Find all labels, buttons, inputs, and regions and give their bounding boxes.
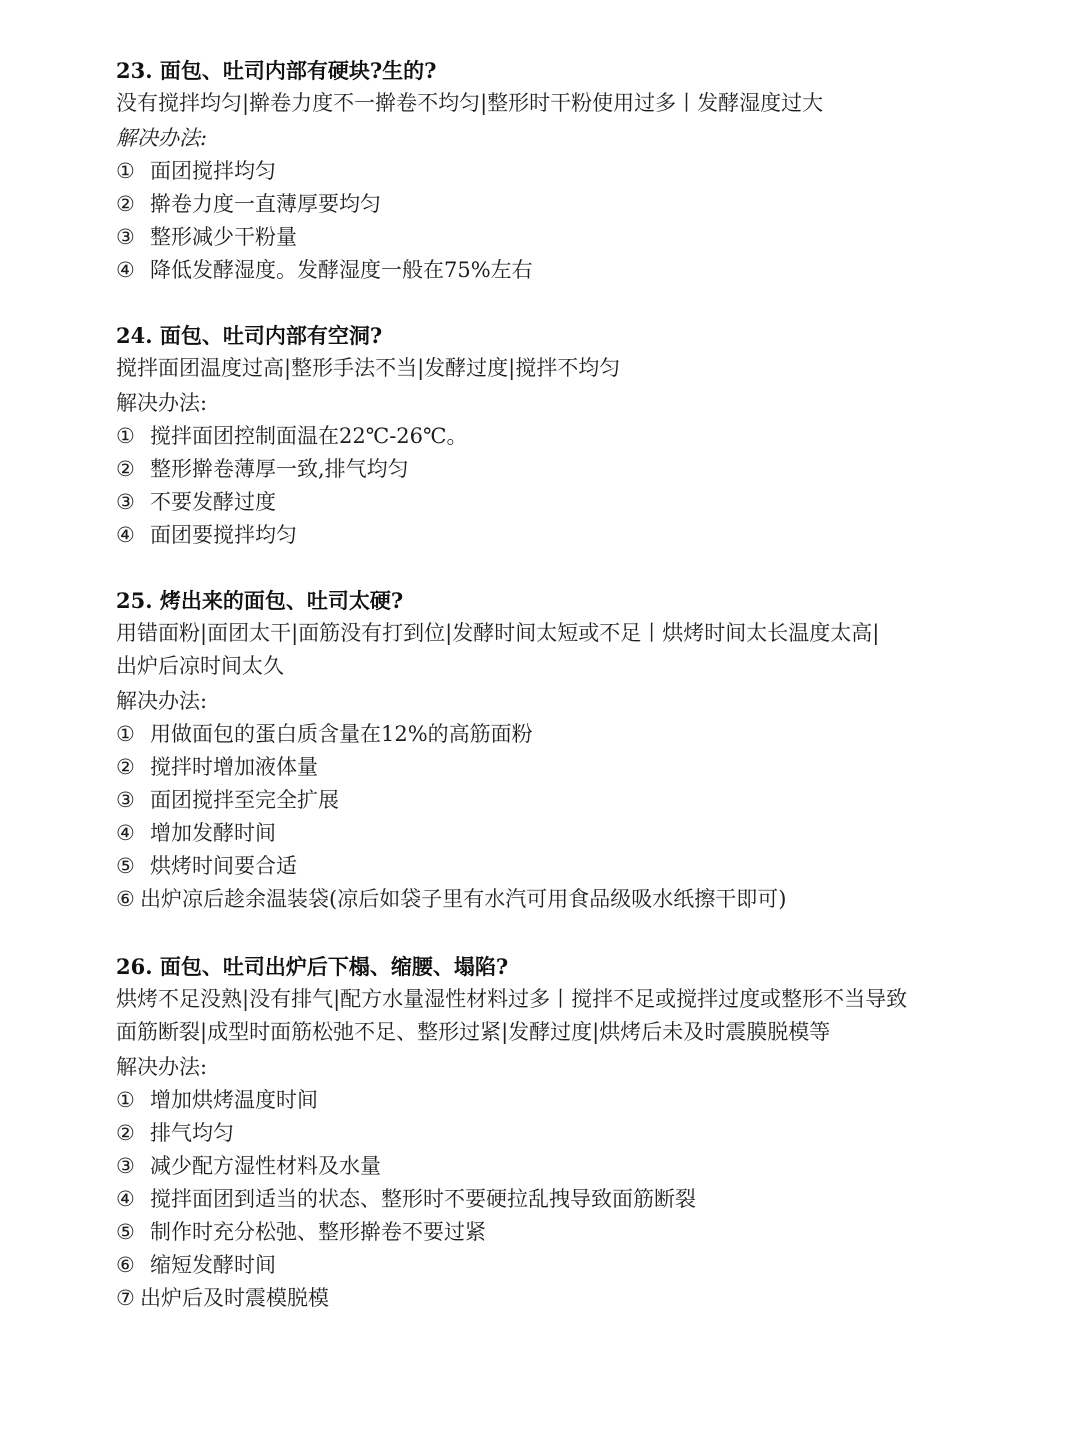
item-text: 出炉后及时震模脱模	[140, 1286, 329, 1310]
item-number: ①	[116, 159, 135, 183]
solution-item	[116, 155, 1000, 188]
item-text: 不要发酵过度	[150, 490, 276, 514]
cause-line: 搅拌面团温度过高|整形手法不当|发酵过度|搅拌不均匀	[116, 356, 621, 380]
section-25	[116, 584, 1000, 916]
solution-item	[116, 1117, 1000, 1150]
item-number: ⑥	[116, 887, 135, 911]
item-number: ②	[116, 192, 135, 216]
solution-item	[116, 718, 1000, 751]
cause-line: 面筋断裂|成型时面筋松弛不足、整形过紧|发酵过度|烘烤后未及时震膜脱模等	[116, 1020, 831, 1044]
item-text: 降低发酵湿度。发酵湿度一般在75%左右	[150, 258, 533, 282]
item-text: 出炉凉后趁余温装袋(凉后如袋子里有水汽可用食品级吸水纸擦干即可)	[140, 887, 787, 911]
solution-item	[116, 1249, 1000, 1282]
item-number: ②	[116, 457, 135, 481]
section-23	[116, 54, 1000, 287]
item-number: ④	[116, 523, 135, 547]
item-text: 擀卷力度一直薄厚要均匀	[150, 192, 381, 216]
section-26	[116, 950, 1000, 1315]
cause-line: 烘烤不足没熟|没有排气|配方水量湿性材料过多丨搅拌不足或搅拌过度或整形不当导致	[116, 987, 908, 1011]
item-number: ②	[116, 1121, 135, 1145]
cause-line: 出炉后凉时间太久	[116, 654, 284, 678]
item-text: 减少配方湿性材料及水量	[150, 1154, 381, 1178]
item-text: 排气均匀	[150, 1121, 234, 1145]
item-number: ③	[116, 1154, 135, 1178]
cause-line: 没有搅拌均匀|擀卷力度不一擀卷不均匀|整形时干粉使用过多丨发酵湿度过大	[116, 91, 824, 115]
section-spacer	[116, 552, 1000, 584]
solution-item	[116, 850, 1000, 883]
solution-heading: 解决办法:	[116, 1055, 208, 1079]
item-text: 制作时充分松弛、整形擀卷不要过紧	[150, 1220, 486, 1244]
solution-item	[116, 188, 1000, 221]
solution-heading: 解决办法:	[116, 391, 208, 415]
solution-item	[116, 1084, 1000, 1117]
solution-item	[116, 817, 1000, 850]
item-number: ①	[116, 1088, 135, 1112]
item-number: ④	[116, 258, 135, 282]
item-text: 增加发酵时间	[150, 821, 276, 845]
solution-item	[116, 221, 1000, 254]
section-spacer	[116, 916, 1000, 950]
item-text: 搅拌面团控制面温在22℃-26℃。	[150, 424, 468, 448]
item-text: 整形减少干粉量	[150, 225, 297, 249]
solution-item	[116, 453, 1000, 486]
item-text: 面团搅拌至完全扩展	[150, 788, 339, 812]
item-text: 缩短发酵时间	[150, 1253, 276, 1277]
solution-item	[116, 1183, 1000, 1216]
item-number: ⑥	[116, 1253, 135, 1277]
item-text: 搅拌面团到适当的状态、整形时不要硬拉乱拽导致面筋断裂	[150, 1187, 696, 1211]
item-text: 面团要搅拌均匀	[150, 523, 297, 547]
item-number: ①	[116, 722, 135, 746]
question-title: 23. 面包、吐司内部有硬块?生的?	[116, 58, 437, 83]
solution-item	[116, 254, 1000, 287]
solution-item	[116, 420, 1000, 453]
solution-heading: 解决办法:	[116, 126, 208, 150]
question-title: 26. 面包、吐司出炉后下榻、缩腰、塌陷?	[116, 954, 509, 979]
solution-item	[116, 1282, 1000, 1315]
item-number: ③	[116, 225, 135, 249]
solution-item	[116, 784, 1000, 817]
question-title: 25. 烤出来的面包、吐司太硬?	[116, 588, 404, 613]
solution-item	[116, 883, 1000, 916]
question-title: 24. 面包、吐司内部有空洞?	[116, 323, 383, 348]
item-number: ⑦	[116, 1286, 135, 1310]
item-text: 增加烘烤温度时间	[150, 1088, 318, 1112]
item-number: ③	[116, 490, 135, 514]
item-number: ④	[116, 1187, 135, 1211]
solution-item	[116, 751, 1000, 784]
item-number: ③	[116, 788, 135, 812]
cause-line: 用错面粉|面团太干|面筋没有打到位|发酵时间太短或不足丨烘烤时间太长温度太高|	[116, 621, 880, 645]
section-24	[116, 319, 1000, 552]
solution-item	[116, 486, 1000, 519]
item-number: ②	[116, 755, 135, 779]
item-number: ⑤	[116, 1220, 135, 1244]
item-text: 烘烤时间要合适	[150, 854, 297, 878]
item-text: 搅拌时增加液体量	[150, 755, 318, 779]
item-number: ①	[116, 424, 135, 448]
section-spacer	[116, 287, 1000, 319]
item-number: ④	[116, 821, 135, 845]
item-number: ⑤	[116, 854, 135, 878]
solution-heading: 解决办法:	[116, 689, 208, 713]
item-text: 面团搅拌均匀	[150, 159, 276, 183]
item-text: 用做面包的蛋白质含量在12%的高筋面粉	[150, 722, 533, 746]
solution-item	[116, 1216, 1000, 1249]
item-text: 整形擀卷薄厚一致,排气均匀	[150, 457, 409, 481]
solution-item	[116, 519, 1000, 552]
solution-item	[116, 1150, 1000, 1183]
